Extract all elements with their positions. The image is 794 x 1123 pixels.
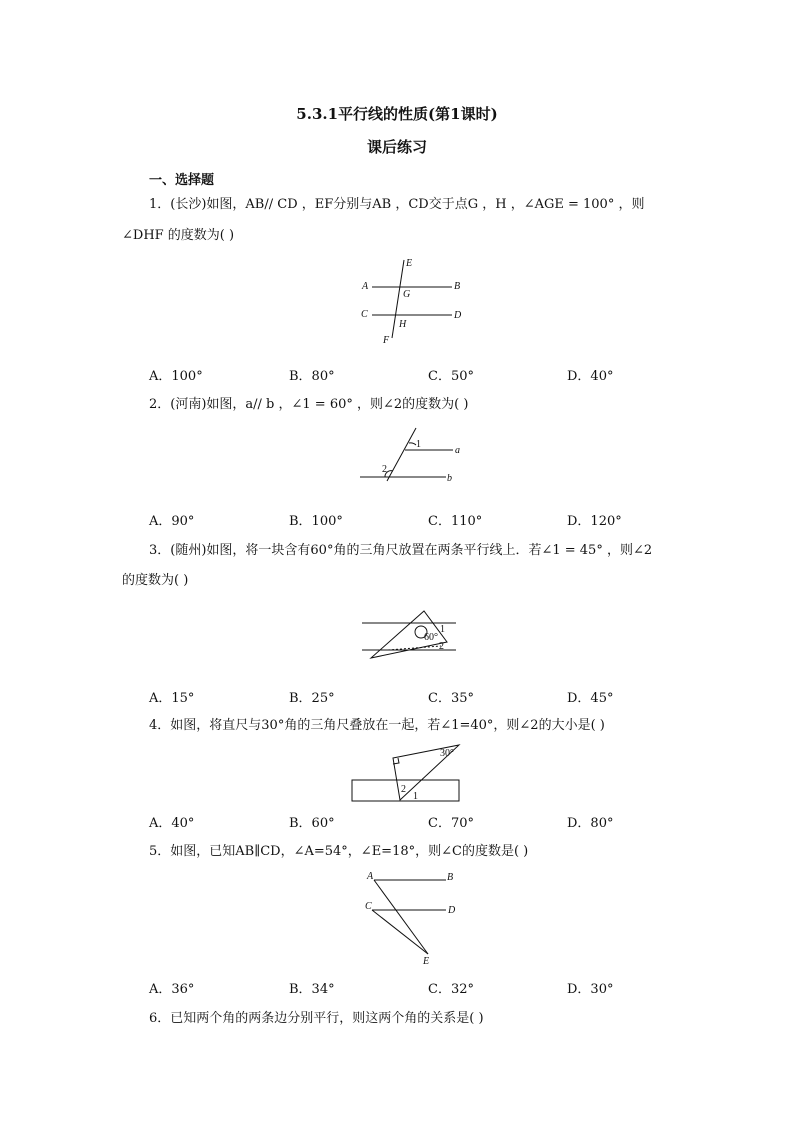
label-h: H (399, 319, 407, 330)
label-angle-2: 2 (439, 641, 444, 652)
question-4-option-c[interactable]: C．70° (428, 816, 474, 831)
question-1-option-c[interactable]: C．50° (428, 369, 474, 384)
label-f: F (383, 335, 390, 346)
page-title: 5.3.1平行线的性质(第1课时) (296, 105, 498, 123)
question-1-line-2: ∠DHF 的度数为( ) (122, 228, 235, 243)
question-3-line-2: 的度数为( ) (122, 573, 189, 588)
question-4-line-1: 4．如图，将直尺与30°角的三角尺叠放在一起，若∠1=40°，则∠2的大小是( ) (149, 718, 605, 733)
label-angle-1: 1 (416, 439, 421, 450)
label-60-degree: 60° (424, 632, 438, 643)
label-e: E (423, 956, 430, 967)
question-2-option-a[interactable]: A．90° (149, 514, 195, 529)
label-b: B (447, 872, 454, 883)
segment-ce (372, 910, 428, 954)
question-2-option-b[interactable]: B．100° (289, 514, 343, 529)
question-4-option-a[interactable]: A．40° (149, 816, 195, 831)
question-3-option-a[interactable]: A．15° (149, 691, 195, 706)
question-2-option-c[interactable]: C．110° (428, 514, 483, 529)
question-3-line-1: 3．(随州)如图，将一块含有60°角的三角尺放置在两条平行线上．若∠1 = 45° ，则∠2 (149, 543, 653, 558)
label-angle-2: 2 (401, 784, 406, 795)
label-angle-1: 1 (440, 624, 445, 635)
label-a: A (367, 871, 374, 882)
question-5-option-d[interactable]: D．30° (567, 982, 614, 997)
question-2-line-1: 2．(河南)如图，a// b ，∠1 = 60° ，则∠2的度数为( ) (149, 397, 469, 412)
question-6-line-1: 6．已知两个角的两条边分别平行，则这两个角的关系是( ) (149, 1011, 484, 1026)
label-angle-2: 2 (382, 464, 387, 475)
page-subtitle: 课后练习 (366, 138, 427, 156)
label-angle-1: 1 (413, 791, 418, 802)
question-5-option-c[interactable]: C．32° (428, 982, 474, 997)
question-4-option-d[interactable]: D．80° (567, 816, 614, 831)
question-3-option-b[interactable]: B．25° (289, 691, 335, 706)
label-c: C (365, 901, 372, 912)
label-b: B (454, 281, 461, 292)
question-4-option-b[interactable]: B．60° (289, 816, 335, 831)
label-a: a (455, 445, 460, 456)
label-d: D (448, 905, 456, 916)
question-3-option-d[interactable]: D．45° (567, 691, 614, 706)
question-1-option-b[interactable]: B．80° (289, 369, 335, 384)
label-e: E (406, 258, 413, 269)
label-b: b (447, 473, 452, 484)
label-c: C (361, 309, 368, 320)
question-5-option-b[interactable]: B．34° (289, 982, 335, 997)
label-a: A (362, 281, 369, 292)
label-g: G (403, 289, 411, 300)
question-1-option-d[interactable]: D．40° (567, 369, 614, 384)
question-2-option-d[interactable]: D．120° (567, 514, 622, 529)
question-1-line-1: 1．(长沙)如图，AB// CD ，EF分别与AB ，CD交于点G ，H ，∠AGE = 100° ，则 (149, 197, 645, 212)
label-d: D (454, 310, 462, 321)
question-3-option-c[interactable]: C．35° (428, 691, 474, 706)
question-1-option-a[interactable]: A．100° (149, 369, 203, 384)
label-30-degree: 30° (440, 748, 454, 759)
segment-ae (374, 880, 428, 954)
section-heading: 一、选择题 (149, 173, 215, 188)
question-5-line-1: 5．如图，已知AB∥CD，∠A=54°，∠E=18°，则∠C的度数是( ) (149, 844, 529, 859)
question-5-option-a[interactable]: A．36° (149, 982, 195, 997)
